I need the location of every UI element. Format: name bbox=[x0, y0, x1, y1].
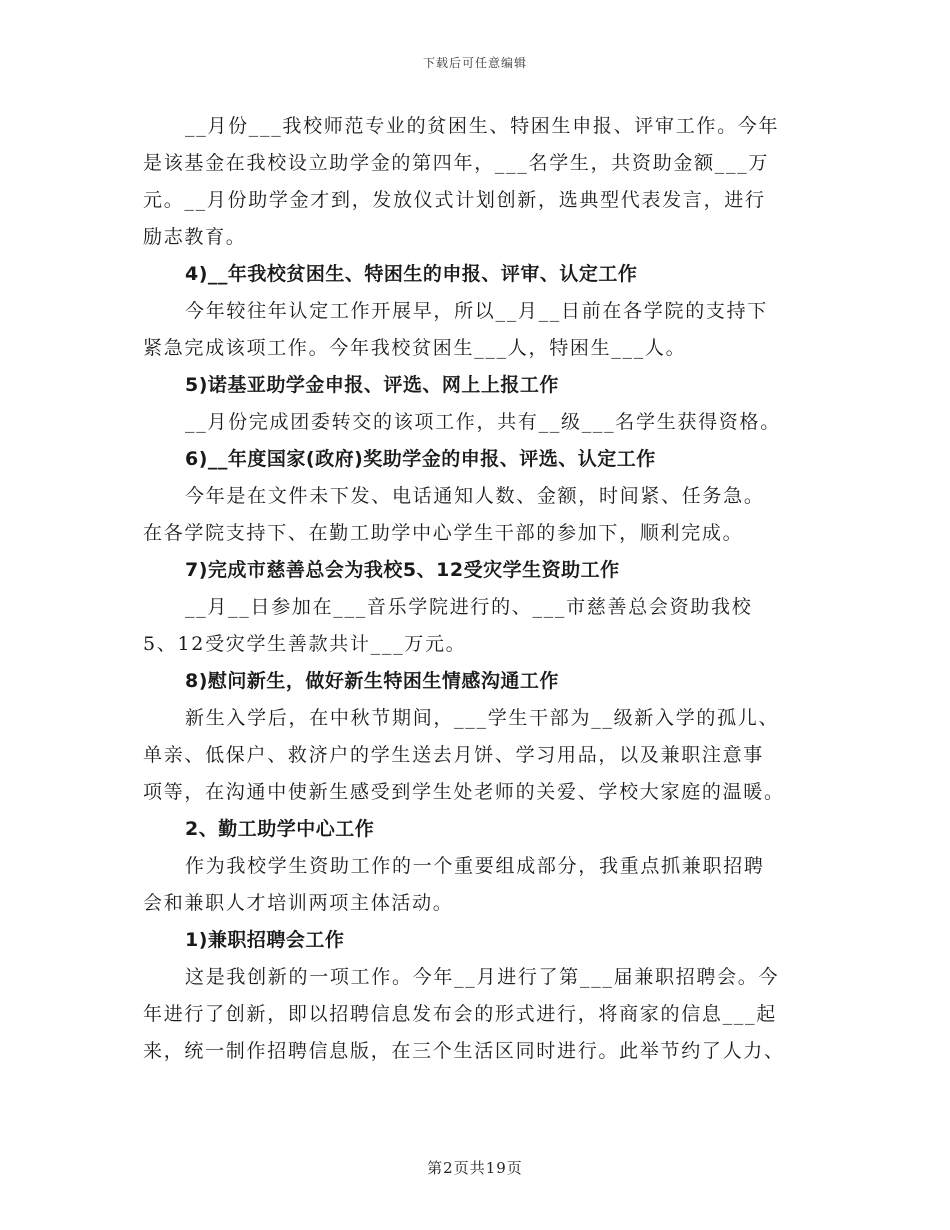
section-heading: 8)慰问新生，做好新生特困生情感沟通工作 bbox=[185, 670, 559, 692]
paragraph-line: 今年是在文件未下发、电话通知人数、金额，时间紧、任务急。 bbox=[185, 485, 765, 507]
section-heading: 4)__年我校贫困生、特困生的申报、评审、认定工作 bbox=[185, 263, 638, 285]
page-number: 第2页共19页 bbox=[427, 1159, 523, 1177]
section-heading: 5)诺基亚助学金申报、评选、网上上报工作 bbox=[185, 374, 559, 396]
paragraph-line: 项等，在沟通中使新生感受到学生处老师的关爱、学校大家庭的温暖。 bbox=[143, 781, 785, 803]
paragraph-line: 新生入学后，在中秋节期间，___学生干部为__级新入学的孤儿、 bbox=[185, 707, 780, 729]
paragraph-line: 来，统一制作招聘信息版，在三个生活区同时进行。此举节约了人力、 bbox=[143, 1040, 785, 1062]
page-header: 下载后可任意编辑 bbox=[422, 56, 527, 70]
section-heading: 7)完成市慈善总会为我校5、12受灾学生资助工作 bbox=[185, 559, 620, 581]
paragraph-line: 单亲、低保户、救济户的学生送去月饼、学习用品，以及兼职注意事 bbox=[143, 744, 765, 766]
paragraph-line: 是该基金在我校设立助学金的第四年，___名学生，共资助金额___万 bbox=[143, 152, 770, 174]
paragraph-line: __月份完成团委转交的该项工作，共有__级___名学生获得资格。 bbox=[185, 411, 781, 433]
paragraph-line: __月份___我校师范专业的贫困生、特困生申报、评审工作。今年 bbox=[185, 115, 780, 137]
paragraph-line: 作为我校学生资助工作的一个重要组成部分，我重点抓兼职招聘 bbox=[185, 855, 765, 877]
paragraph-line: 紧急完成该项工作。今年我校贫困生___人，特困生___人。 bbox=[143, 337, 687, 359]
section-heading: 2、勤工助学中心工作 bbox=[185, 818, 375, 840]
paragraph-line: 年进行了创新，即以招聘信息发布会的形式进行，将商家的信息___起 bbox=[143, 1003, 777, 1025]
section-heading: 6)__年度国家(政府)奖助学金的申报、评选、认定工作 bbox=[185, 448, 656, 470]
paragraph-line: 励志教育。 bbox=[143, 226, 247, 248]
paragraph-line: 在各学院支持下、在勤工助学中心学生干部的参加下，顺利完成。 bbox=[143, 522, 744, 544]
paragraph-line: __月__日参加在___音乐学院进行的、___市慈善总会资助我校 bbox=[185, 596, 753, 618]
paragraph-line: 这是我创新的一项工作。今年__月进行了第___届兼职招聘会。今 bbox=[185, 966, 780, 988]
paragraph-line: 会和兼职人才培训两项主体活动。 bbox=[143, 892, 454, 914]
paragraph-line: 5、12受灾学生善款共计___万元。 bbox=[143, 633, 467, 655]
document-body bbox=[143, 108, 800, 1070]
paragraph-line: 元。__月份助学金才到，发放仪式计划创新，选典型代表发言，进行 bbox=[143, 189, 766, 211]
section-heading: 1)兼职招聘会工作 bbox=[185, 929, 345, 951]
paragraph-line: 今年较往年认定工作开展早，所以__月__日前在各学院的支持下 bbox=[185, 300, 769, 322]
